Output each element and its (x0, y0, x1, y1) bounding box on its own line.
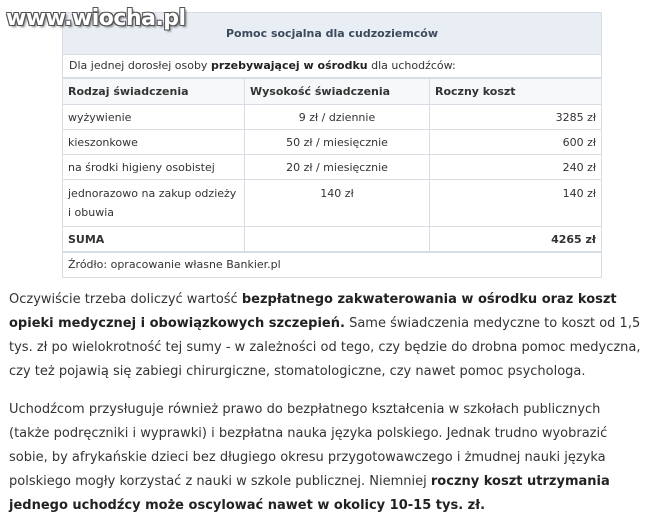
cell-type: na środki higieny osobistej (63, 155, 245, 180)
header-type: Rodzaj świadczenia (63, 79, 245, 105)
aid-table-box (62, 12, 602, 278)
table-row (63, 155, 601, 180)
cell-annual: 140 zł (430, 180, 602, 227)
table-source: Źródło: opracowanie własne Bankier.pl (63, 252, 601, 277)
cell-type: wyżywienie (63, 105, 245, 130)
article-paragraph-2 (9, 398, 643, 518)
intro-text-pre: Dla jednej dorosłej osoby (69, 59, 211, 72)
intro-text-post: dla uchodźców: (367, 59, 456, 72)
paragraph-1-text-a: Oczywiście trzeba doliczyć wartość (9, 292, 242, 307)
cell-amount: 20 zł / miesięcznie (245, 155, 430, 180)
cell-annual: 3285 zł (430, 105, 602, 130)
table-row (63, 130, 601, 155)
watermark-logo: www.wiocha.pl (6, 6, 186, 31)
sum-value: 4265 zł (430, 227, 602, 252)
table-title: Pomoc socjalna dla cudzoziemców (63, 13, 601, 55)
table-row (63, 180, 601, 227)
cell-annual: 600 zł (430, 130, 602, 155)
article-paragraph-1 (9, 288, 643, 384)
table-sum-row (63, 227, 601, 252)
cell-amount: 9 zł / dziennie (245, 105, 430, 130)
paragraph-1-text-b: Same świadczenia medyczne to koszt od 1,5 tys. zł po wielokrotność tej sumy - w zależności od tego, czy będzie do drobna pomoc medyczna, czy też pojawią się zabiegi chirurgiczne, stomatologiczne, czy nawet pomoc psychologa. (9, 316, 641, 379)
table-row (63, 105, 601, 130)
paragraph-2-bold: roczny koszt utrzymania jednego uchodźcy może oscylować nawet w okolicy 10-15 tys. zł. (9, 474, 610, 513)
table-intro (63, 55, 601, 78)
paragraph-2-text-a: Uchodźcom przysługuje również prawo do bezpłatnego kształcenia w szkołach publicznych (także podręczniki i wyprawki) i bezpłatna nauka języka polskiego. Jednak trudno wyobrazić sobie, by afrykańskie dzieci bez długiego okresu przygotowawczego i żmudnej nauki języka polskiego mogły korzystać z nauki w szkole publicznej. Niemniej (9, 402, 608, 489)
cell-type: jednorazowo na zakup odzieży i obuwia (63, 180, 245, 227)
aid-table (63, 78, 601, 252)
cell-amount: 140 zł (245, 180, 430, 227)
sum-label: SUMA (63, 227, 245, 252)
header-annual: Roczny koszt (430, 79, 602, 105)
cell-type: kieszonkowe (63, 130, 245, 155)
sum-empty-cell (245, 227, 430, 252)
cell-amount: 50 zł / miesięcznie (245, 130, 430, 155)
cell-annual: 240 zł (430, 155, 602, 180)
header-amount: Wysokość świadczenia (245, 79, 430, 105)
paragraph-1-bold: bezpłatnego zakwaterowania w ośrodku oraz koszt opieki medycznej i obowiązkowych szczepień. (9, 292, 617, 331)
intro-text-bold: przebywającej w ośrodku (210, 59, 368, 72)
table-header-row (63, 79, 601, 105)
